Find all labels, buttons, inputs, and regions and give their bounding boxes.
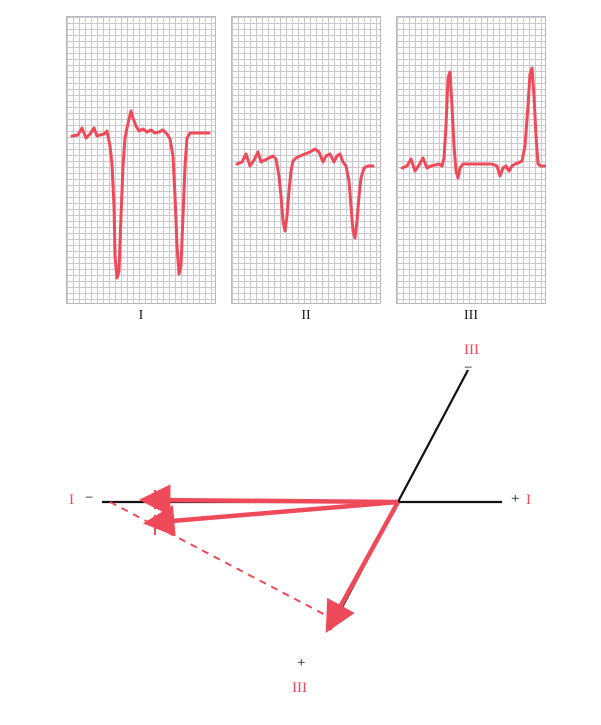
mean-qrs-axis-vector	[160, 502, 398, 522]
ecg-strips-row	[0, 0, 601, 330]
ecg-label-lead-I: I	[138, 308, 144, 323]
ecg-strip-lead-III	[396, 16, 546, 304]
lead-III-bottom-label: III	[292, 680, 307, 696]
ecg-strip-lead-II	[231, 16, 381, 304]
ecg-trace-lead-III	[396, 16, 546, 304]
lead-III-top-label: III	[464, 342, 479, 358]
lead-I-positive-pole: +	[511, 491, 520, 507]
lead-III-positive-pole: +	[297, 655, 306, 671]
ecg-strip-lead-I	[66, 16, 216, 304]
lead-I-negative-label: I	[69, 492, 74, 508]
vector-arrows	[156, 500, 398, 618]
lead-I-positive-label: I	[526, 492, 531, 508]
lead-III-negative-pole: −	[464, 360, 473, 376]
ecg-trace-lead-II	[231, 16, 381, 304]
ecg-label-lead-III: III	[464, 308, 478, 323]
axis-vector-diagram	[0, 330, 601, 720]
ecg-trace-lead-I	[66, 16, 216, 304]
ecg-label-lead-II: II	[301, 308, 311, 323]
lead-III-component-vector	[334, 502, 398, 618]
lead-I-negative-pole: −	[85, 490, 94, 506]
lead-I-component-vector	[156, 500, 398, 502]
